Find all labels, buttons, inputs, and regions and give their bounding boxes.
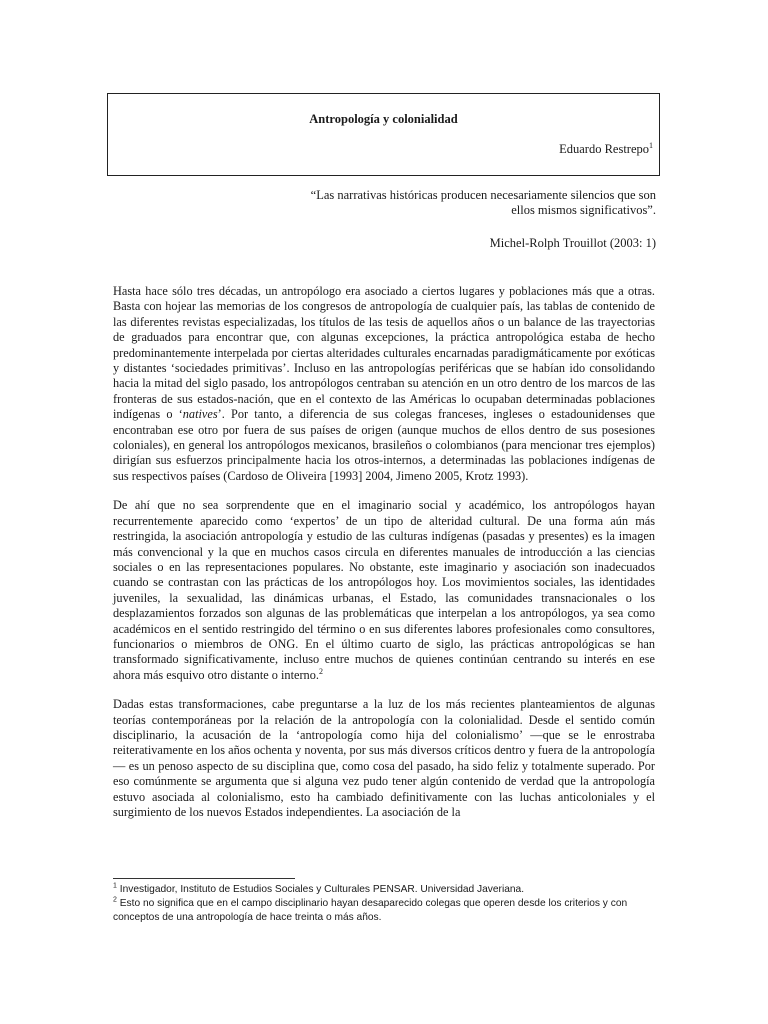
paragraph-3: Dadas estas transformaciones, cabe preguntarse a la luz de los más recientes planteamientos de algunas teorías contemporáneas por la relación de la antropología con la colonialidad. Desde el sentido común disciplinario, la acusación de la ‘antropología como hija del colonialismo’ —que se le enrostraba reiterativamente en los años ochenta y noventa, por sus más diversos críticos dentro y fuera de la antropología— es un penoso aspecto de su disciplina que, como cosa del pasado, ha sido feliz y totalmente superado. Por eso comúnmente se argumenta que si alguna vez pudo tener algún contenido de verdad que la antropología estuvo asociada al colonialismo, esto ha cambiado definitivamente con las luchas anticoloniales y el surgimiento de los nuevos Estados independientes. La asociación de la: [113, 697, 655, 819]
epigraph-citation: Michel-Rolph Trouillot (2003: 1): [489, 236, 656, 250]
paragraph-1: [113, 284, 655, 484]
author-text: Eduardo Restrepo: [559, 142, 649, 156]
paragraph-2-text: De ahí que no sea sorprendente que en el imaginario social y académico, los antropólogos hayan recurrentemente aparecido como ‘expertos’ de un tipo de alteridad cultural. De una forma aún más restringida, la asociación antropología y estudio de las culturas indígenas (pasadas y presentes) es la imagen más convencional y la que en muchos casos circula en diferentes manuales de introducción a las ciencias sociales o en las representaciones populares. No obstante, este imaginario y asociación son inadecuados cuando se contrastan con las prácticas de los antropólogos hoy. Los movimientos sociales, las identidades juveniles, la sexualidad, las dinámicas urbanas, el Estado, las comunidades transnacionales o los desplazamientos forzados son algunas de las problemáticas que interpelan a los antropólogos, ya sea como académicos en el sentido restringido del término o en sus diferentes labores profesionales como consultores, funcionarios o miembros de ONG. En el último cuarto de siglo, las prácticas antropológicas se han transformado significativamente, incluso entre muchos de quienes continúan centrando su interés en ese ahora más esquivo otro distante o interno.: [113, 498, 655, 682]
epigraph-quote: “Las narrativas históricas producen necesariamente silencios que son ellos mismos significativos”.: [310, 188, 656, 217]
paragraph-2: [113, 498, 655, 683]
paragraph-1-part-b: ’. Por tanto, a diferencia de sus colegas franceses, ingleses o estadounidenses que encontraban ese otro por fuera de sus países de origen (aunque muchos de ellos dentro de sus posesiones coloniales), en general los antropólogos mexicanos, brasileños o colombianos (para mencionar tres ejemplos) dirigían sus esfuerzos principalmente hacia los otros-internos, a determinadas las poblaciones indígenas de sus respectivos países (Cardoso de Oliveira [1993] 2004, Jimeno 2005, Krotz 1993).: [113, 407, 655, 483]
footnote-1-text: Investigador, Instituto de Estudios Sociales y Culturales PENSAR. Universidad Javeriana.: [116, 884, 525, 895]
footnote-1-mark: 1: [113, 882, 117, 890]
footnotes: [113, 883, 655, 925]
footnote-1: [113, 883, 655, 897]
paper-title: Antropología y colonialidad: [309, 112, 458, 126]
paragraph-1-part-a: Hasta hace sólo tres décadas, un antropólogo era asociado a ciertos lugares y poblaciones más que a otras. Basta con hojear las memorias de los congresos de antropología de cualquier país, las tablas de contenido de las diferentes revistas especializadas, los títulos de las tesis de aquellos años o un balance de las trayectorias de graduados para encontrar que, con algunas excepciones, la práctica antropológica estaba de hecho predominantemente interpelada por ciertas alteridades culturales encarnadas paradigmáticamente por exóticas y distantes ‘sociedades primitivas’. Incluso en las antropologías periféricas que se habían ido consolidando hacia la mitad del siglo pasado, los antropólogos centraban su atención en un otro dentro de los marcos de las fronteras de sus estados-nación, que en el contexto de las Américas lo ocupaban determinadas poblaciones indígenas o ‘: [113, 284, 655, 422]
footnote-2-text: Esto no significa que en el campo disciplinario hayan desaparecido colegas que operen desde los criterios y con conceptos de una antropología de hace treinta o más años.: [113, 898, 628, 923]
footnote-ref-2[interactable]: 2: [318, 666, 323, 676]
footnote-2-mark: 2: [113, 896, 117, 904]
footnote-2: [113, 897, 655, 925]
author-footnote-ref[interactable]: 1: [649, 140, 653, 150]
title-box: [107, 93, 660, 176]
footnote-divider: [113, 878, 295, 879]
author-name: [559, 142, 653, 157]
paragraph-1-italic: natives: [182, 407, 218, 422]
body-text: [113, 284, 655, 834]
